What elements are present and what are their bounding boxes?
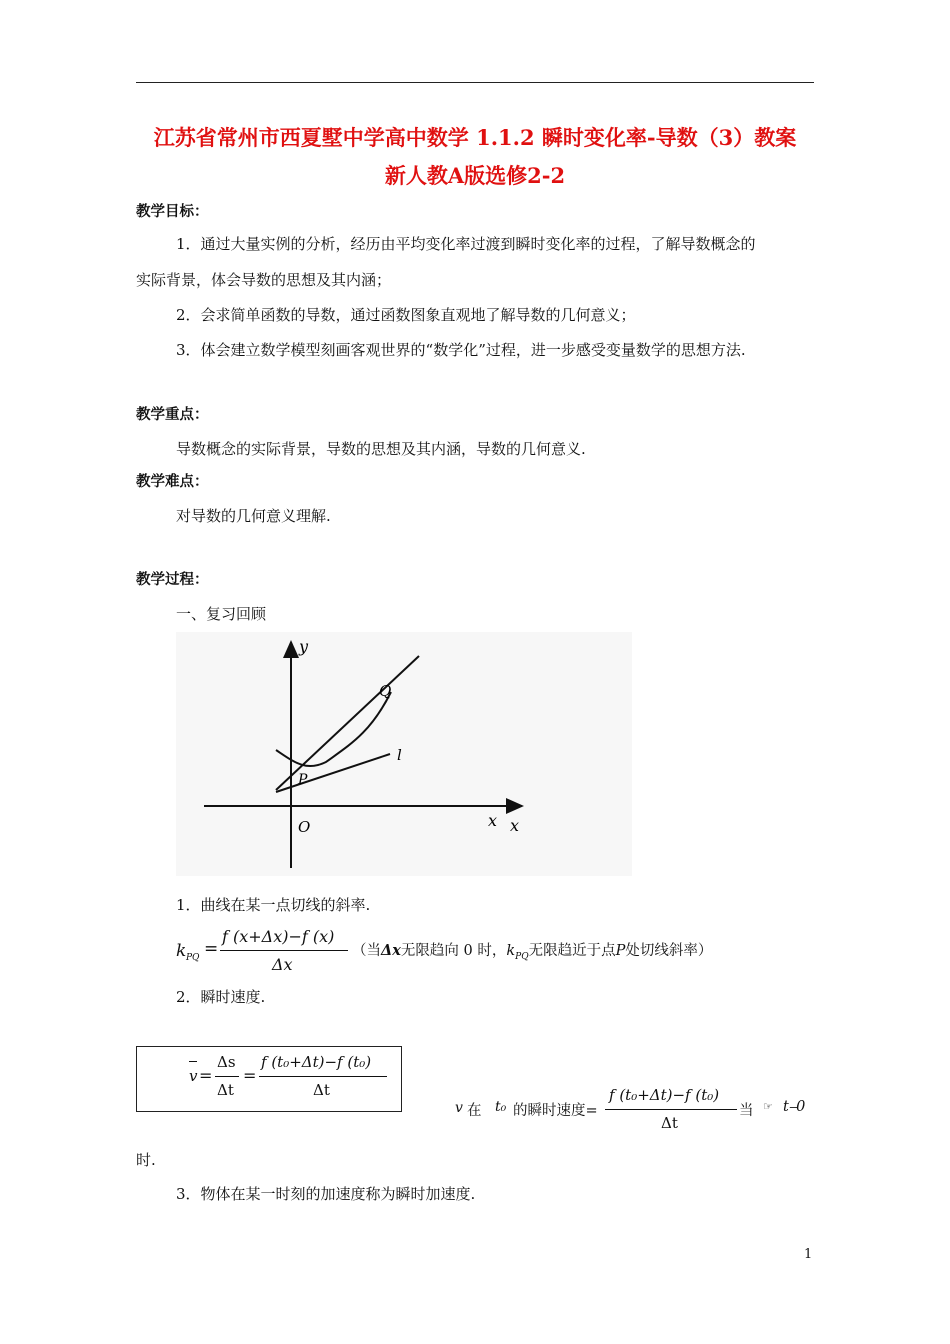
objective-3: 3．体会建立数学模型刻画客观世界的“数学化”过程，进一步感受变量数学的思想方法.: [176, 341, 746, 359]
section-review: 一、复习回顾: [176, 605, 267, 623]
process-heading: 教学过程：: [136, 572, 209, 588]
slope-equals: =: [204, 939, 219, 959]
difficulties-heading: 教学难点：: [136, 474, 209, 490]
dt-denominator: Δt: [217, 1081, 234, 1099]
v-bar: [259, 1076, 387, 1077]
inst-post: 的瞬时速度=: [513, 1103, 598, 1119]
slope-formula: [176, 927, 776, 977]
slope-note-mid: 无限趋向 0 时，: [400, 943, 507, 959]
doc-title-line2: 新人教A版选修2-2: [384, 163, 566, 188]
objectives-heading: 教学目标：: [136, 204, 209, 220]
ds-bar: [215, 1076, 239, 1077]
slope-note-p: P: [615, 943, 626, 959]
instantaneous-velocity: [455, 1082, 835, 1136]
slope-note-kpq: PQ: [515, 951, 529, 962]
inst-tail: t⎯0: [783, 1099, 806, 1115]
inst-when: 当: [739, 1103, 754, 1119]
item-1-slope: 1．曲线在某一点切线的斜率.: [176, 896, 371, 914]
slope-k: k: [176, 941, 187, 961]
slope-k-sub: PQ: [186, 953, 200, 963]
key-points-text: 导数概念的实际背景，导数的思想及其内涵，导数的几何意义.: [176, 440, 586, 458]
v-denominator: Δt: [313, 1081, 330, 1099]
slope-numerator: f (x+Δx)−f (x): [222, 927, 335, 946]
objective-1b: 实际背景，体会导数的思想及其内涵；: [136, 271, 392, 289]
item-2-velocity: 2．瞬时速度.: [176, 988, 266, 1006]
vbar-equals-2: =: [243, 1066, 257, 1085]
v-numerator: f (t₀+Δt)−f (t₀): [261, 1053, 372, 1071]
vbar-equals-1: =: [199, 1066, 213, 1085]
inst-t0: t₀: [495, 1099, 507, 1115]
l-label: l: [397, 746, 402, 764]
inst-pre: 在: [467, 1103, 482, 1119]
tangent-diagram: [176, 632, 632, 876]
vbar-bar: [189, 1061, 197, 1062]
x-axis-label-2: x: [510, 816, 520, 835]
slope-note: [352, 939, 712, 962]
objective-1a: 1．通过大量实例的分析，经历由平均变化率过渡到瞬时变化率的过程，了解导数概念的: [176, 235, 756, 253]
key-points-heading: 教学重点：: [136, 407, 209, 423]
y-axis-label: y: [299, 637, 309, 656]
origin-label: O: [298, 818, 311, 836]
inst-numerator: f (t₀+Δt)−f (t₀): [609, 1086, 720, 1104]
slope-note-end: 处切线斜率）: [625, 943, 713, 959]
tangent-figure: [176, 632, 632, 876]
difficulties-text: 对导数的几何意义理解.: [176, 507, 331, 525]
inst-denominator: Δt: [661, 1114, 678, 1132]
when-end: 时.: [136, 1151, 156, 1169]
function-curve: [276, 692, 391, 766]
objective-2: 2．会求简单函数的导数，通过函数图象直观地了解导数的几何意义；: [176, 306, 636, 324]
header-rule: [136, 82, 814, 83]
x-axis-label-1: x: [488, 811, 498, 830]
slope-denominator: Δx: [272, 955, 293, 974]
q-label: Q: [379, 682, 392, 700]
inst-bar: [605, 1109, 737, 1110]
slope-note-k: k: [506, 943, 516, 959]
slope-note-dx: Δx: [381, 942, 401, 959]
ds-numerator: Δs: [217, 1053, 236, 1071]
inst-v: v: [455, 1100, 463, 1116]
vbar-symbol: v: [189, 1067, 198, 1085]
average-velocity-box: [136, 1046, 402, 1112]
p-label: P: [298, 772, 308, 788]
doc-title-line1: 江苏省常州市西夏墅中学高中数学 1.1.2 瞬时变化率-导数（3）教案: [153, 125, 797, 150]
slope-note-post: 无限趋近于点: [528, 943, 616, 959]
item-3-acceleration: 3．物体在某一时刻的加速度称为瞬时加速度.: [176, 1185, 476, 1203]
page-number: 1: [804, 1247, 813, 1262]
secant-line-pq: [276, 656, 419, 790]
arrow-glyph-icon: ☞: [763, 1100, 773, 1113]
slope-note-pre: （当: [352, 943, 381, 959]
slope-fraction-bar: [220, 950, 348, 951]
